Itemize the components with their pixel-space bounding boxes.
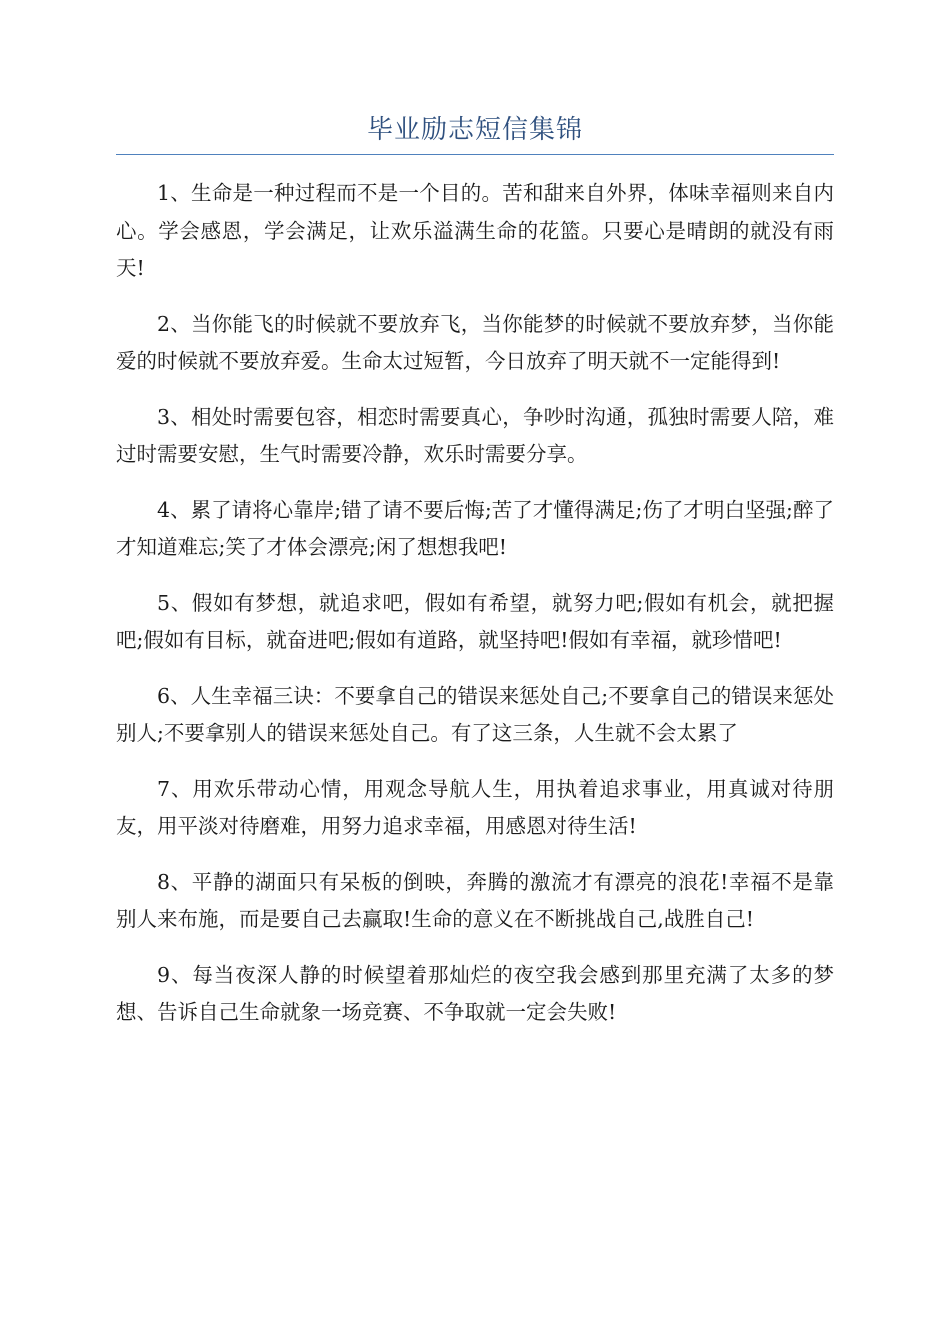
paragraph-1: 1、生命是一种过程而不是一个目的。苦和甜来自外界，体味幸福则来自内心。学会感恩，学会满足，让欢乐溢满生命的花篮。只要心是晴朗的就没有雨天! xyxy=(116,181,834,280)
paragraph-2: 2、当你能飞的时候就不要放弃飞，当你能梦的时候就不要放弃梦，当你能爱的时候就不要放弃爱。生命太过短暂，今日放弃了明天就不一定能得到! xyxy=(116,311,834,373)
document-body xyxy=(116,175,834,1050)
paragraph-7: 7、用欢乐带动心情，用观念导航人生，用执着追求事业，用真诚对待朋友，用平淡对待磨难，用努力追求幸福，用感恩对待生活! xyxy=(116,776,834,838)
title-underline xyxy=(116,154,834,155)
paragraph-3: 3、相处时需要包容，相恋时需要真心，争吵时沟通，孤独时需要人陪，难过时需要安慰，生气时需要冷静，欢乐时需要分享。 xyxy=(116,404,834,466)
document-title: 毕业励志短信集锦 xyxy=(366,115,583,145)
paragraph-9: 9、每当夜深人静的时候望着那灿烂的夜空我会感到那里充满了太多的梦想、告诉自己生命就象一场竞赛、不争取就一定会失败! xyxy=(116,962,834,1024)
paragraph-4: 4、累了请将心靠岸;错了请不要后悔;苦了才懂得满足;伤了才明白坚强;醉了才知道难忘;笑了才体会漂亮;闲了想想我吧! xyxy=(116,497,834,559)
paragraph-5: 5、假如有梦想，就追求吧，假如有希望，就努力吧;假如有机会，就把握吧;假如有目标，就奋进吧;假如有道路，就坚持吧!假如有幸福，就珍惜吧! xyxy=(116,590,834,652)
paragraph-6: 6、人生幸福三诀：不要拿自己的错误来惩处自己;不要拿自己的错误来惩处别人;不要拿别人的错误来惩处自己。有了这三条，人生就不会太累了 xyxy=(116,683,834,745)
paragraph-8: 8、平静的湖面只有呆板的倒映，奔腾的激流才有漂亮的浪花!幸福不是靠别人来布施，而是要自己去赢取!生命的意义在不断挑战自己,战胜自己! xyxy=(116,869,834,931)
